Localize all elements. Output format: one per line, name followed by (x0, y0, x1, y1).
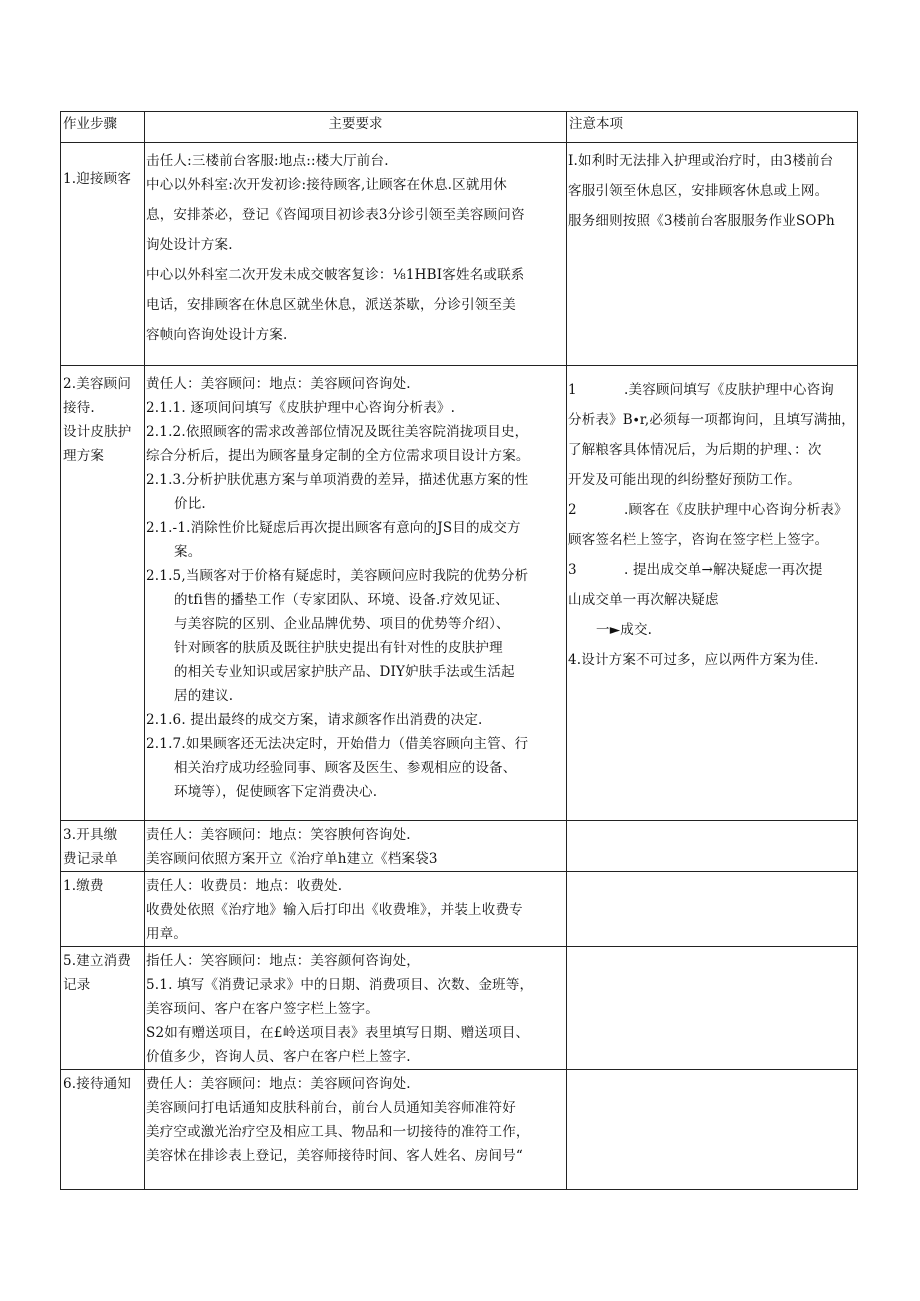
table-row (61, 872, 858, 947)
table-row (61, 366, 858, 821)
step-label: 1.迎接顾客 (63, 171, 132, 187)
notes-cell (567, 821, 858, 872)
requirement-cell: 责任人：美容顾问：地点：笑容腴何咨询处. 美容顾问依照方案开立《治疗单h建立《档案袋3 (145, 821, 567, 872)
requirement-cell: 费任人：美容顾问：地点：美容顾问咨询处. 美容顾问打电话通知皮肤科前台，前台人员通知美容师准符好 美疗空或激光治疗空及相应工具、物品和一切接待的准符工作， 美容怵在排诊表上登记，美容师接待时间、客人姓名、房间号“ (145, 1070, 567, 1190)
notes-cell: I.如利时无法排入护理或治疗时，由3楼前台 客服引领至休息区，安排顾客休息或上网。 服务细则按照《3楼前台客服服务作业SOPh (567, 143, 858, 366)
step-cell (61, 143, 145, 366)
step-cell: 2.美容顾问 接待. 设计皮肤护 理方案 (61, 366, 145, 821)
notes-cell (567, 872, 858, 947)
requirement-cell: 击任人:三楼前台客服:地点::楼大厅前台. 中心以外科室:次开发初诊:接待顾客,让顾客在休息.区就用休 息，安排茶必，登记《咨闻项目初诊表3分诊引领至美容顾问咨 询处设计方案. 中心以外科室二次开发未成交帔客复诊：⅛1HBI客姓名或联系 电话，安排顾客在休息区就坐休息，派送茶歇，分诊引领至美 容帧向咨询处设计方案. (145, 143, 567, 366)
requirement-cell: 黄任人：美容顾问：地点：美容顾问咨询处. 2.1.1. 逐项间问填写《皮肤护理中心咨询分析表》. 2.1.2.依照顾客的需求改善部位情况及既往美容院消拢项目史， 综合分析后，提出为顾客量身定制的全方位需求项目设计方案。 2.1.3.分析护肤优惠方案与单项消费的差异，描述优惠方案的性 价比. 2.1.-1.消除性价比疑虑后再次提出顾客有意向的JS目的成交方 案。 2.1.5,当顾客对于价格有疑虑时，美容顾问应时我院的优势分析 的tfi售的播垫工作（专家团队、环境、设备.疗效见证、 与美容院的区别、企业品牌优势、项目的优势等介绍）、 针对顾客的肤质及既往护肤史提出有针对性的皮肤护理 的相关专业知识或居家护肤产品、DIY妒肤手法或生活起 居的建议. 2.1.6. 提出最终的成交方案，请求颜客作出消费的决定. 2.1.7.如果顾客还无法决定时，开始借力（借美容顾向主管、行 相关治疗成功经验同事、顾客及医生、参观相应的设备、 环境等），促使顾客下定消费决心. (145, 366, 567, 821)
table-row (61, 143, 858, 366)
table-row (61, 1070, 858, 1190)
step-cell: 1.缴费 (61, 872, 145, 947)
step-cell: 3.开具缴 费记录单 (61, 821, 145, 872)
header-row (61, 112, 858, 143)
notes-cell: 1 .美容顾问填写《皮肤护理中心咨询 分析表》B∙r,必须每一项都询问，且填写满抽， 了解粮客具体情况后，为后期的护理、：次 开发及可能出现的纠纷整好预防工作。 2 .顾客在《皮肤护理中心咨询分析表》 顾客签名栏上签字，咨询在签字栏上签字。 3 . 提出成交单→解决疑虑一再次提 山成交单一再次解决疑虑 一►成交. 4.设计方案不可过多，应以两件方案为佳. (567, 366, 858, 821)
header-requirement: 主要要求 (145, 112, 567, 143)
requirement-cell: 责任人：收费员：地点：收费处. 收费处依照《治疗地》输入后打印出《收费堆》，并装上收费专 用章。 (145, 872, 567, 947)
step-cell: 5.建立消费 记录 (61, 947, 145, 1070)
table-row (61, 947, 858, 1070)
header-step: 作业步骤 (61, 112, 145, 143)
step-cell: 6.接待通知 (61, 1070, 145, 1190)
table-row (61, 821, 858, 872)
header-notes: 注意本项 (567, 112, 858, 143)
notes-cell (567, 1070, 858, 1190)
notes-cell (567, 947, 858, 1070)
sop-table (60, 111, 858, 1190)
requirement-cell: 指任人：笑容顾问：地点：美容颜何咨询处， 5.1. 填写《消费记录求》中的日期、消费项目、次数、金班等， 美容顼问、客户在客户签字栏上签字。 S2如有赠送项目，在£岭送项目表》表里填写日期、赠送项目、 价值多少，咨询人员、客户在客户栏上签字. (145, 947, 567, 1070)
